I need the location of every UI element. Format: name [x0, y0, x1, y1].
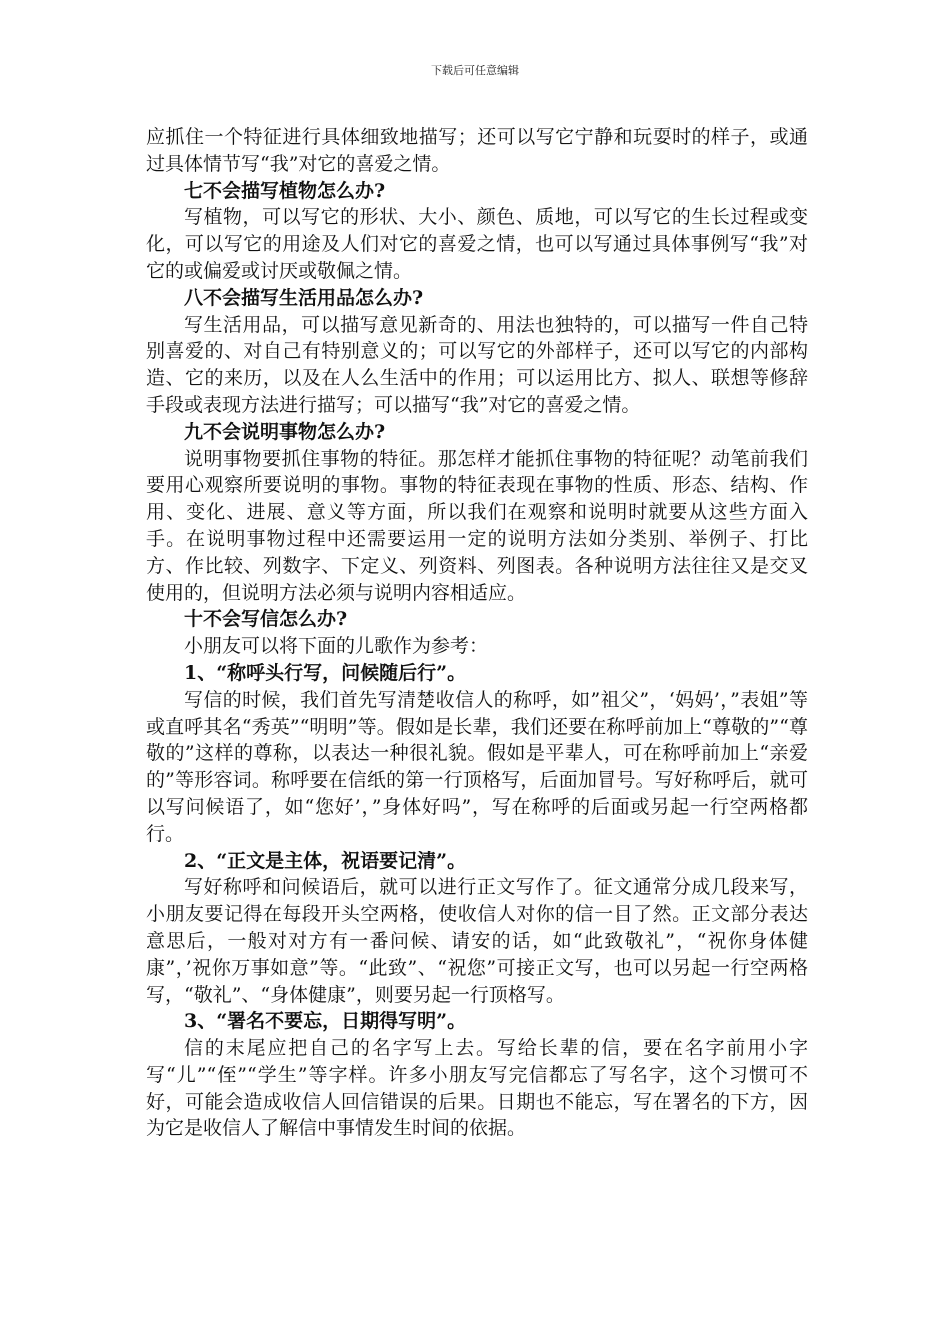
paragraph-signature: 信的末尾应把自己的名字写上去。写给长辈的信，要在名字前用小字写“儿”“侄”“学生”等字样。许多小朋友写完信都忘了写名字，这个习惯可不好，可能会造成收信人回信错误的后果。日期也不能忘，写在署名的下方，因为它是收信人了解信中事情发生时间的依据。	[146, 1037, 808, 1140]
subheading-greeting: 1、“称呼头行写，问候随后行”。	[184, 661, 467, 684]
document-body	[146, 124, 808, 1142]
paragraph-continued: 应抓住一个特征进行具体细致地描写；还可以写它宁静和玩耍时的样子，或通过具体情节写“我”对它的喜爱之情。	[146, 126, 808, 175]
section-heading-letter: 十不会写信怎么办?	[184, 608, 348, 631]
paragraph-daily-items: 写生活用品，可以描写意见新奇的、用法也独特的，可以描写一件自己特别喜爱的、对自己有特别意义的；可以写它的外部样子，还可以写它的内部构造、它的来历，以及在人么生活中的作用；可以运用比方、拟人、联想等修辞手段或表现方法进行描写；可以描写“我”对它的喜爱之情。	[146, 313, 808, 416]
subheading-signature: 3、“署名不要忘，日期得写明”。	[184, 1010, 467, 1033]
paragraph-letter-intro: 小朋友可以将下面的儿歌作为参考：	[184, 635, 489, 658]
paragraph-explain-things: 说明事物要抓住事物的特征。那怎样才能抓住事物的特征呢？动笔前我们要用心观察所要说明的事物。事物的特征表现在事物的性质、形态、结构、作用、变化、进展、意义等方面，所以我们在观察和说明时就要从这些方面入手。在说明事物过程中还需要运用一定的说明方法如分类别、举例子、打比方、作比较、列数字、下定义、列资料、列图表。各种说明方法往往又是交叉使用的，但说明方法必须与说明内容相适应。	[146, 447, 808, 604]
subheading-body: 2、“正文是主体，祝语要记清”。	[184, 849, 467, 872]
section-heading-daily-items: 八不会描写生活用品怎么办?	[184, 286, 424, 309]
paragraph-greeting: 写信的时候，我们首先写清楚收信人的称呼，如”祖父”，‘妈妈’，”表姐”等或直呼其名“秀英”“明明”等。假如是长辈，我们还要在称呼前加上“尊敬的”“尊敬的”这样的尊称，以表达一种很礼貌。假如是平辈人，可在称呼前加上“亲爱的”等形容词。称呼要在信纸的第一行顶格写，后面加冒号。写好称呼后，就可以写问候语了，如“您好’，”身体好吗”，写在称呼的后面或另起一行空两格都行。	[146, 688, 808, 845]
section-heading-explain-things: 九不会说明事物怎么办?	[184, 420, 386, 443]
paragraph-plants: 写植物，可以写它的形状、大小、颜色、质地，可以写它的生长过程或变化，可以写它的用途及人们对它的喜爱之情，也可以写通过具体事例写“我”对它的或偏爱或讨厌或敬佩之情。	[146, 206, 808, 282]
page-header-note: 下载后可任意编辑	[431, 64, 519, 77]
paragraph-body: 写好称呼和问候语后，就可以进行正文写作了。征文通常分成几段来写，小朋友要记得在每段开头空两格，使收信人对你的信一目了然。正文部分表达意思后，一般对对方有一番问候、请安的话，如“此致敬礼”，“祝你身体健康”，’祝你万事如意”等。“此致”、“祝您”可接正文写，也可以另起一行空两格写，“敬礼”、“身体健康”，则要另起一行顶格写。	[146, 876, 808, 1006]
section-heading-plants: 七不会描写植物怎么办?	[184, 179, 386, 202]
